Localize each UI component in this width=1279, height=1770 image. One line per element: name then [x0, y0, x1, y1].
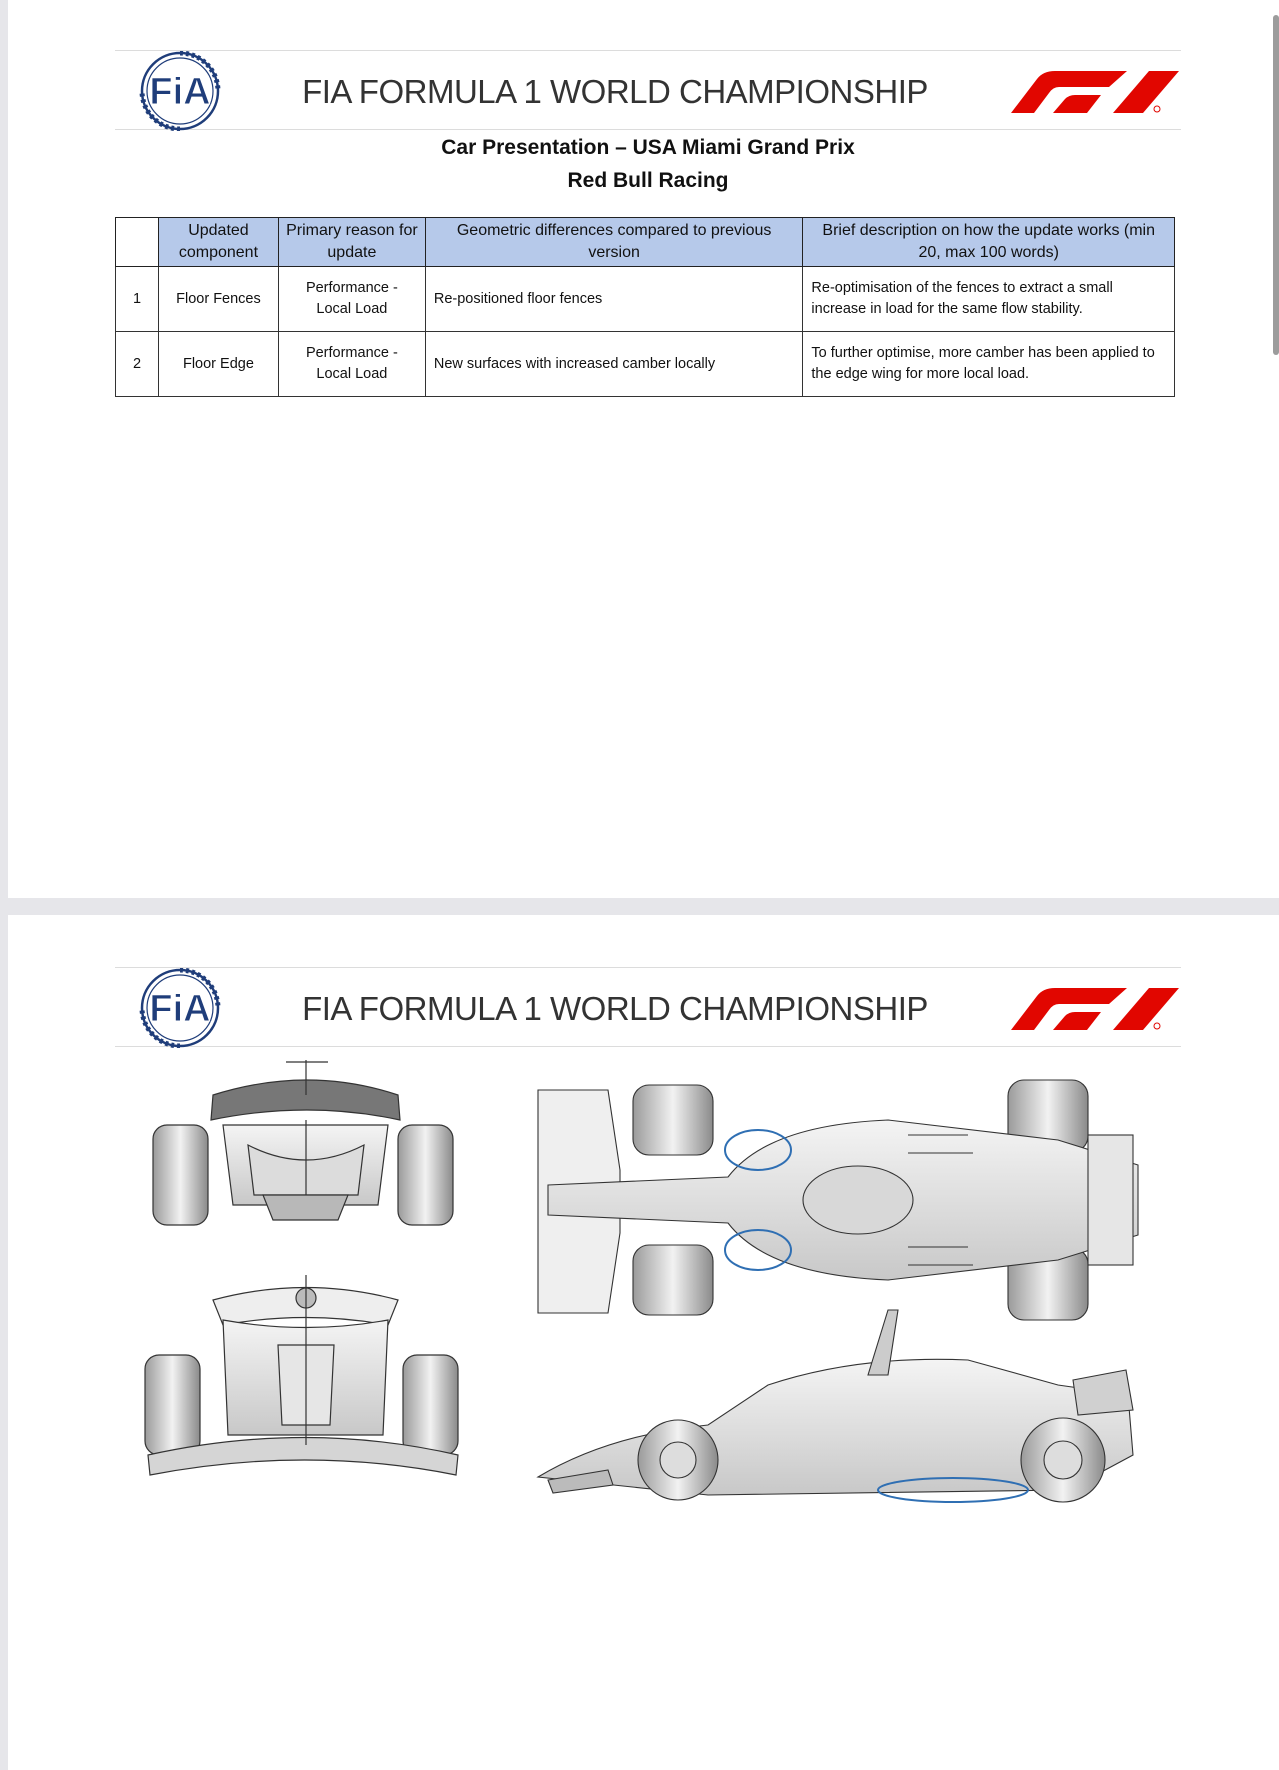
row-description: Re-optimisation of the fences to extract a small increase in load for the same flow stability. — [803, 267, 1175, 332]
header-cell-number — [116, 218, 159, 267]
fia-logo — [122, 51, 242, 131]
header-cell-reason: Primary reason for update — [278, 218, 425, 267]
fia-logo-text: FiA — [149, 988, 211, 1030]
team-name: Red Bull Racing — [567, 169, 729, 192]
row-number: 2 — [116, 332, 159, 397]
row-reason: Performance - Local Load — [278, 267, 425, 332]
scrollbar[interactable] — [1273, 15, 1279, 355]
header-cell-geometry: Geometric differences compared to previous version — [425, 218, 803, 267]
side-view-drawing — [538, 1310, 1133, 1502]
page-header — [115, 50, 1181, 130]
row-number: 1 — [116, 267, 159, 332]
updates-table — [115, 217, 1175, 397]
row-description: To further optimise, more camber has been applied to the edge wing for more local load. — [803, 332, 1175, 397]
header-title: FIA FORMULA 1 WORLD CHAMPIONSHIP — [302, 990, 928, 1027]
header-cell-component: Updated component — [158, 218, 278, 267]
document-page-1 — [8, 0, 1279, 898]
car-drawings — [8, 915, 1279, 1770]
header-cell-description: Brief description on how the update works (min 20, max 100 words) — [803, 218, 1175, 267]
row-reason: Performance - Local Load — [278, 332, 425, 397]
header-title: FIA FORMULA 1 WORLD CHAMPIONSHIP — [302, 73, 928, 110]
plan-view-drawing — [538, 1080, 1138, 1320]
row-geometry: New surfaces with increased camber locally — [425, 332, 803, 397]
rear-view-drawing — [153, 1060, 453, 1225]
table-header-row — [116, 218, 1175, 267]
table-row — [116, 267, 1175, 332]
table-row — [116, 332, 1175, 397]
row-geometry: Re-positioned floor fences — [425, 267, 803, 332]
front-view-drawing — [145, 1275, 458, 1475]
fia-logo-text: FiA — [149, 71, 211, 113]
f1-logo-icon — [1009, 67, 1181, 117]
row-component: Floor Fences — [158, 267, 278, 332]
document-title: Car Presentation – USA Miami Grand Prix — [441, 136, 855, 159]
row-component: Floor Edge — [158, 332, 278, 397]
document-page-2 — [8, 915, 1279, 1770]
